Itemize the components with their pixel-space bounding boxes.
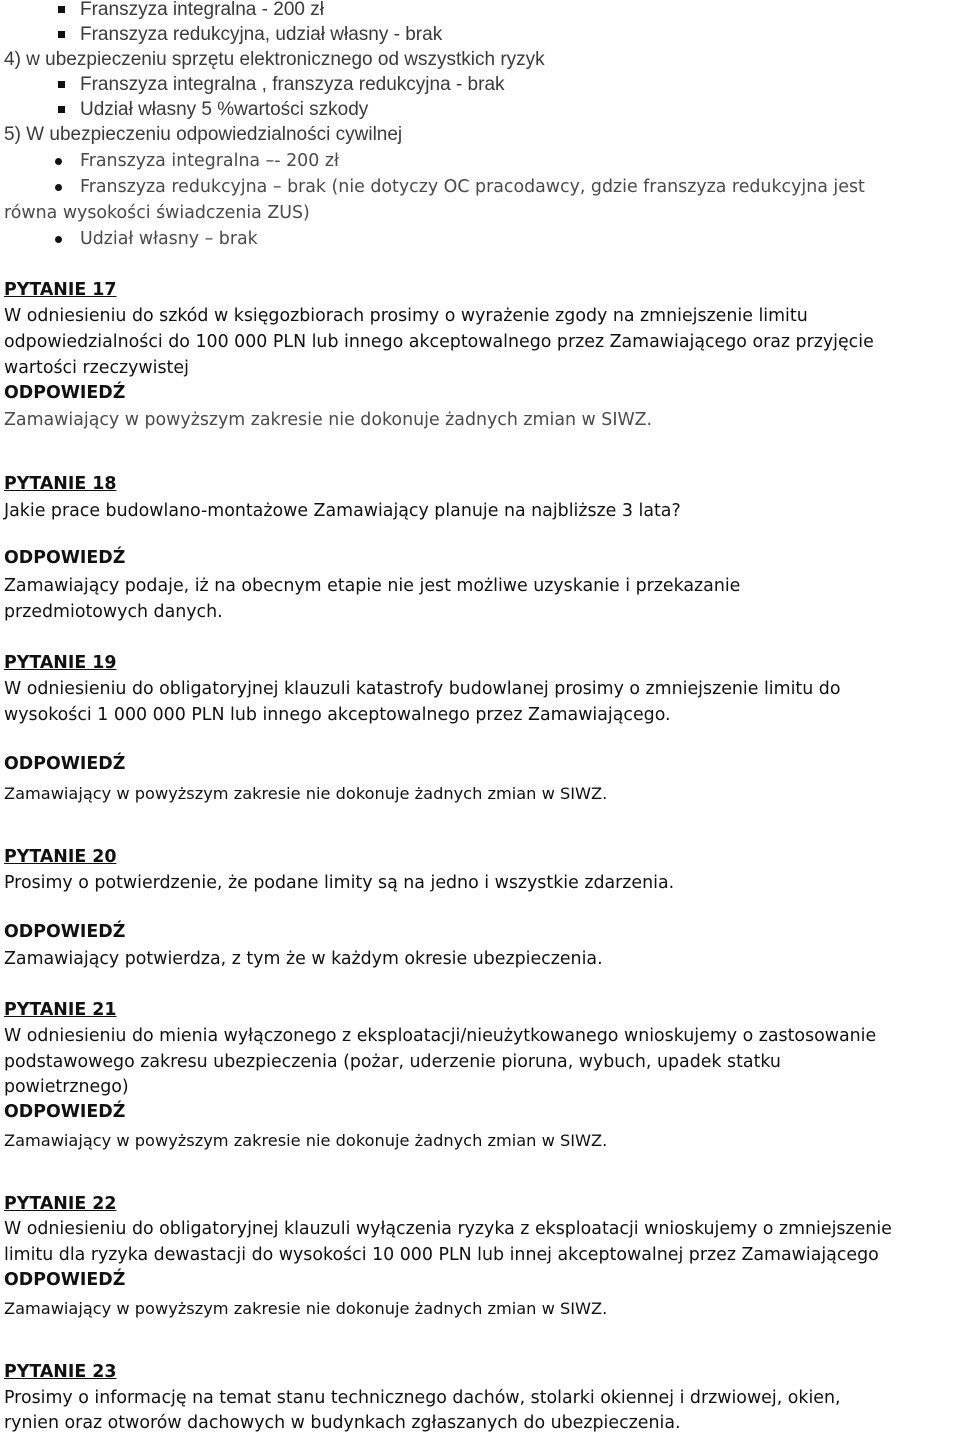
round-bullet-icon [55, 158, 62, 165]
section-heading: 4) w ubezpieczeniu sprzętu elektronicznego od wszystkich ryzyk [4, 49, 545, 70]
question-heading: PYTANIE 18 [4, 474, 117, 494]
answer-text: Zamawiający w powyższym zakresie nie dokonuje żadnych zmian w SIWZ. [4, 1299, 608, 1318]
question-text: wartości rzeczywistej [4, 358, 189, 378]
question-text: limitu dla ryzyka dewastacji do wysokości 10 000 PLN lub innej akceptowalnej przez Zamawiającego [4, 1245, 879, 1265]
answer-label: ODPOWIEDŹ [4, 383, 126, 403]
square-bullet-icon [58, 81, 65, 88]
round-bullet-icon [55, 184, 62, 191]
question-text: W odniesieniu do obligatoryjnej klauzuli katastrofy budowlanej prosimy o zmniejszenie limitu do [4, 679, 841, 699]
answer-label: ODPOWIEDŹ [4, 1102, 126, 1122]
question-heading: PYTANIE 19 [4, 653, 117, 673]
answer-text: Zamawiający potwierdza, z tym że w każdym okresie ubezpieczenia. [4, 949, 603, 969]
question-heading: PYTANIE 20 [4, 847, 117, 867]
list-item: Franszyza redukcyjna – brak (nie dotyczy OC pracodawcy, gdzie franszyza redukcyjna jest [80, 177, 865, 197]
list-item-continuation: równa wysokości świadczenia ZUS) [4, 203, 310, 223]
question-heading: PYTANIE 22 [4, 1194, 117, 1214]
answer-text: Zamawiający podaje, iż na obecnym etapie nie jest możliwe uzyskanie i przekazanie [4, 576, 741, 596]
question-text: Prosimy o informację na temat stanu technicznego dachów, stolarki okiennej i drzwiowej, okien, [4, 1388, 841, 1408]
square-bullet-icon [58, 31, 65, 38]
question-text: odpowiedzialności do 100 000 PLN lub innego akceptowalnego przez Zamawiającego oraz przyjęcie [4, 332, 874, 352]
list-item: Udział własny 5 %wartości szkody [80, 99, 369, 120]
answer-text: Zamawiający w powyższym zakresie nie dokonuje żadnych zmian w SIWZ. [4, 1131, 608, 1150]
answer-text: Zamawiający w powyższym zakresie nie dokonuje żadnych zmian w SIWZ. [4, 784, 608, 803]
answer-text: przedmiotowych danych. [4, 602, 223, 622]
question-text: W odniesieniu do szkód w księgozbiorach prosimy o wyrażenie zgody na zmniejszenie limitu [4, 306, 808, 326]
question-text: wysokości 1 000 000 PLN lub innego akceptowalnego przez Zamawiającego. [4, 705, 671, 725]
answer-text: Zamawiający w powyższym zakresie nie dokonuje żadnych zmian w SIWZ. [4, 410, 653, 430]
question-text: Jakie prace budowlano-montażowe Zamawiający planuje na najbliższe 3 lata? [4, 501, 681, 521]
question-heading: PYTANIE 21 [4, 1000, 117, 1020]
square-bullet-icon [58, 6, 65, 13]
list-item: Udział własny – brak [80, 229, 258, 249]
question-text: podstawowego zakresu ubezpieczenia (pożar, uderzenie pioruna, wybuch, upadek statku [4, 1052, 781, 1072]
section-heading: 5) W ubezpieczeniu odpowiedzialności cywilnej [4, 124, 403, 145]
round-bullet-icon [55, 236, 62, 243]
question-text: rynien oraz otworów dachowych w budynkach zgłaszanych do ubezpieczenia. [4, 1413, 681, 1433]
question-text: W odniesieniu do obligatoryjnej klauzuli wyłączenia ryzyka z eksploatacji wnioskujemy o zmniejszenie [4, 1219, 892, 1239]
list-item: Franszyza integralna - 200 zł [80, 0, 324, 20]
question-text: powietrznego) [4, 1077, 129, 1097]
list-item: Franszyza redukcyjna, udział własny - brak [80, 24, 443, 45]
square-bullet-icon [58, 106, 65, 113]
question-text: Prosimy o potwierdzenie, że podane limity są na jedno i wszystkie zdarzenia. [4, 873, 675, 893]
question-text: W odniesieniu do mienia wyłączonego z eksploatacji/nieużytkowanego wnioskujemy o zastosowanie [4, 1026, 877, 1046]
answer-label: ODPOWIEDŹ [4, 922, 126, 942]
answer-label: ODPOWIEDŹ [4, 754, 126, 774]
list-item: Franszyza integralna , franszyza redukcyjna - brak [80, 74, 505, 95]
question-heading: PYTANIE 17 [4, 280, 117, 300]
question-heading: PYTANIE 23 [4, 1362, 117, 1382]
list-item: Franszyza integralna –- 200 zł [80, 151, 339, 171]
answer-label: ODPOWIEDŹ [4, 548, 126, 568]
answer-label: ODPOWIEDŹ [4, 1270, 126, 1290]
